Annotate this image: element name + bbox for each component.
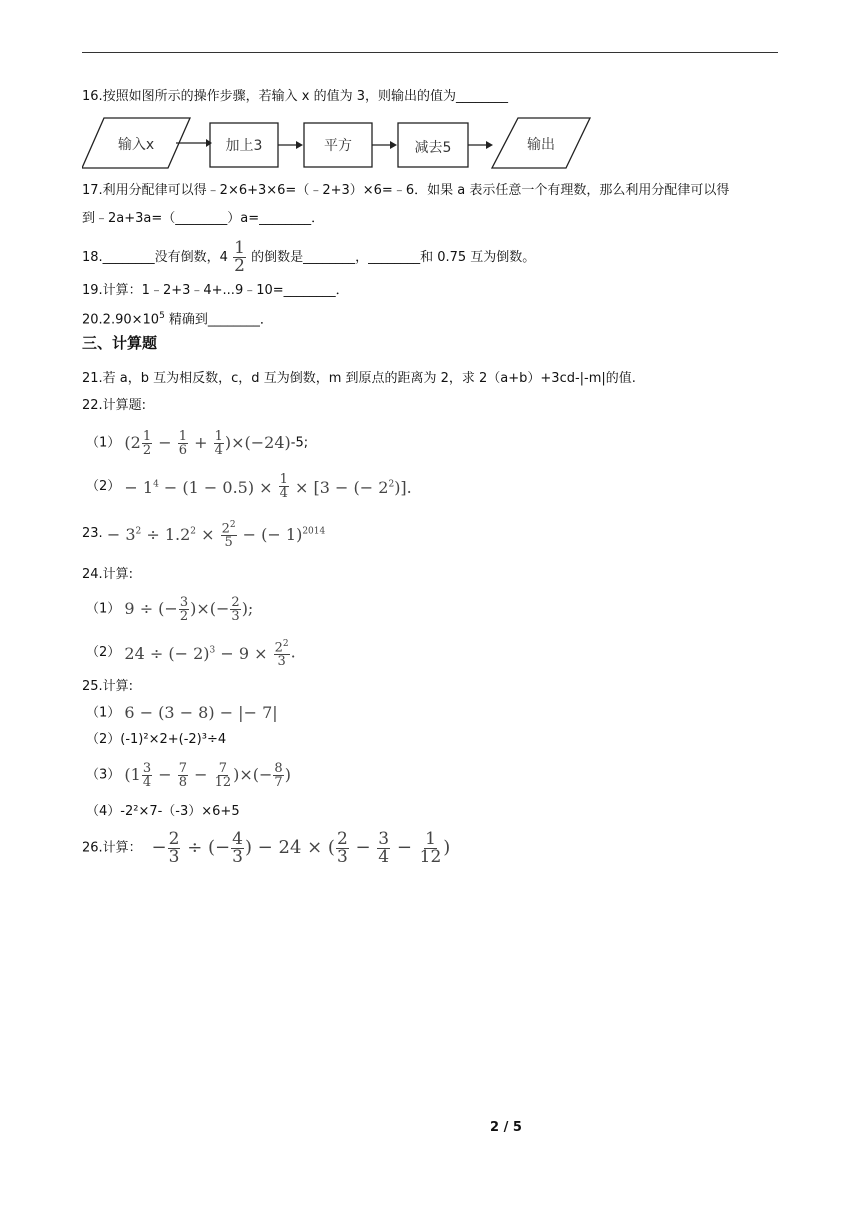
question-20: $20.2.90\times 10^5$ 精确到________． <box>82 311 273 328</box>
question-23: 23. − $3^2 \div 1.2^2$ × $\frac{2^2}{5}$ − (− 1)$^{2014}$ <box>82 519 326 550</box>
question-25-part1: （1） 6 − (3 − 8) − |− 7| <box>86 703 278 722</box>
formula-25-1: 6 − (3 − 8) − |− 7| <box>124 703 278 722</box>
question-25-title: 25.计算: <box>82 679 134 694</box>
question-17-line2: 到﹣2a+3a=（________）a=________． <box>82 211 325 226</box>
formula-24-1: 9 ÷ (− <box>124 599 178 618</box>
flowchart <box>82 114 602 172</box>
flowchart-input-label: 输入x <box>117 137 155 153</box>
question-25-part4: （4）-2²×7-（-3）×6+5 <box>86 804 240 819</box>
question-25-part3: （3） (1 $\frac{3}{4}$ − $\frac{7}{8}$ − $\frac{7}{12}$ )×(− $\frac{8}{7}$ ) <box>86 760 291 790</box>
question-26: 26.计算： − $\frac{2}{3}$ ÷ (− $\frac{4}{3}$ ) − 24 × ( $\frac{2}{3}$ − $\frac{3}{4}$ − $\frac{1}{12}$ ) <box>82 828 451 867</box>
question-21: 21.若 a，b 互为相反数，c，d 互为倒数，m 到原点的距离为 2，求 2（a+b）+3cd-|-m|的值. <box>82 371 636 386</box>
flowchart-step2-label: 平方 <box>324 138 352 154</box>
formula-22-1: (2 <box>124 433 141 452</box>
question-22-part2: $(2) - 1^4 - (1 - 0.5)$ × $\frac{1}{4}$ × [3 − (− $2^2$)]. <box>86 472 412 502</box>
formula-22-2: − $1^4 - (1 - 0.5)$ × <box>124 478 278 498</box>
question-18-post: 的倒数是________，________和 0.75 互为倒数。 <box>251 250 536 265</box>
question-19: 19.计算：1﹣2+3﹣4+...9﹣10=________． <box>82 283 349 298</box>
mixed-number-fraction: $\frac{1}{2}$ <box>234 238 245 276</box>
question-22-part1: （1） (2 $\frac{1}{2}$ − $\frac{1}{6}$ + $\frac{1}{4}$ )×(−24)-5; <box>86 428 309 458</box>
formula-26: − <box>145 837 167 858</box>
question-16: 16.按照如图所示的操作步骤，若输入 x 的值为 3，则输出的值为________ <box>82 89 509 104</box>
section-title: 三、计算题 <box>82 334 158 352</box>
question-17-line1: 17.利用分配律可以得﹣2×6+3×6=（﹣2+3）×6=﹣6．如果 a 表示任意一个有理数，那么利用分配律可以得 <box>82 183 730 198</box>
header-rule <box>82 52 778 53</box>
question-25-part2: （2）(-1)²×2+(-2)³÷4 <box>86 732 227 747</box>
flowchart-output-label: 输出 <box>527 137 555 153</box>
question-22-title: 22.计算题: <box>82 398 147 413</box>
question-18 <box>82 240 535 275</box>
flowchart-step3-label: 减去5 <box>414 140 452 156</box>
formula-24-2: 24 ÷ (− 2)$^3$ − 9 × <box>124 644 273 664</box>
question-24-part2: （2） 24 ÷ (− 2)$^3$ − 9 × $\frac{2^2}{3}$ . <box>86 638 296 669</box>
question-24-title: 24.计算: <box>82 567 134 582</box>
question-18-pre: 18.________没有倒数，4 <box>82 250 228 265</box>
formula-23: − $3^2 \div 1.2^2$ × <box>106 525 220 545</box>
page-number: 2 / 5 <box>490 1120 522 1135</box>
question-24-part1: （1） 9 ÷ (− $\frac{3}{2}$ )×(− $\frac{2}{3}$ ); <box>86 594 254 624</box>
flowchart-step1-label: 加上3 <box>225 138 263 154</box>
formula-25-3: (1 <box>124 765 141 784</box>
